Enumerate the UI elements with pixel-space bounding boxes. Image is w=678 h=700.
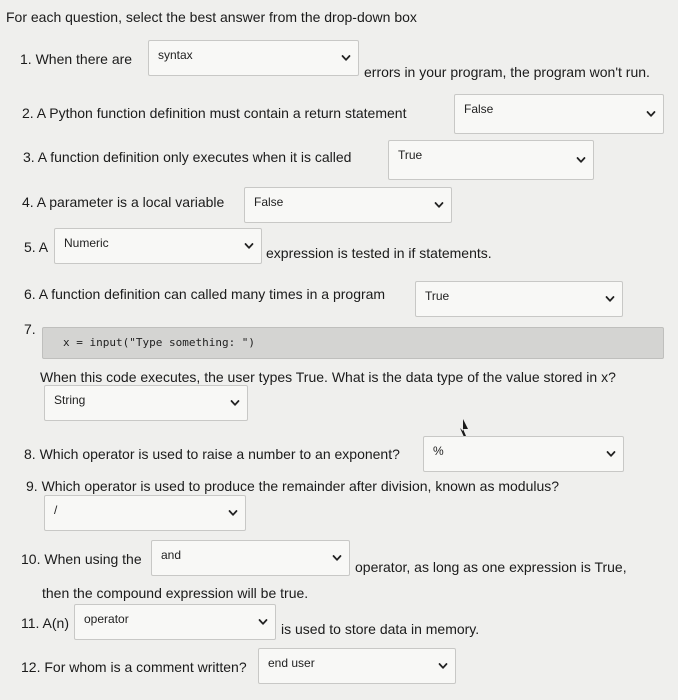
chevron-down-icon bbox=[646, 109, 656, 119]
q7-code-line: x = input("Type something: ") bbox=[63, 336, 256, 349]
q3-selected-value: True bbox=[398, 148, 423, 162]
q5-suffix: expression is tested in if statements. bbox=[266, 245, 492, 261]
q6-selected-value: True bbox=[425, 289, 450, 303]
q11-answer-select[interactable] bbox=[74, 604, 276, 640]
q10-line2: then the compound expression will be true. bbox=[42, 585, 309, 601]
q11-suffix: is used to store data in memory. bbox=[281, 621, 480, 637]
q4-selected-value: False bbox=[254, 195, 284, 209]
q3-answer-select[interactable] bbox=[388, 140, 594, 180]
chevron-down-icon bbox=[228, 508, 238, 518]
q2-text: 2. A Python function definition must contain a return statement bbox=[22, 105, 407, 121]
chevron-down-icon bbox=[230, 398, 240, 408]
q10-answer-select[interactable] bbox=[151, 540, 350, 576]
chevron-down-icon bbox=[258, 617, 268, 627]
q11-prefix: 11. A(n) bbox=[21, 615, 69, 631]
q7-selected-value: String bbox=[54, 393, 86, 407]
mouse-cursor-icon bbox=[458, 418, 472, 438]
q6-text: 6. A function definition can called many times in a program bbox=[24, 286, 386, 302]
chevron-down-icon bbox=[341, 53, 351, 63]
q8-text: 8. Which operator is used to raise a number to an exponent? bbox=[24, 446, 400, 462]
chevron-down-icon bbox=[606, 449, 616, 459]
q12-answer-select[interactable] bbox=[258, 648, 456, 684]
chevron-down-icon bbox=[332, 553, 342, 563]
q10-suffix: operator, as long as one expression is True, bbox=[355, 559, 627, 575]
q1-suffix: errors in your program, the program won't run. bbox=[364, 64, 650, 80]
q7-question: When this code executes, the user types True. What is the data type of the value stored in x? bbox=[40, 369, 616, 385]
q1-prefix: 1. When there are bbox=[20, 51, 133, 67]
q9-answer-select[interactable] bbox=[44, 495, 246, 531]
q4-answer-select[interactable] bbox=[244, 187, 452, 223]
q7-answer-select[interactable] bbox=[44, 385, 248, 421]
q12-text: 12. For whom is a comment written? bbox=[21, 659, 247, 675]
chevron-down-icon bbox=[438, 661, 448, 671]
q4-text: 4. A parameter is a local variable bbox=[22, 194, 225, 210]
q3-text: 3. A function definition only executes when it is called bbox=[23, 149, 352, 165]
q12-selected-value: end user bbox=[268, 656, 315, 670]
q9-text: 9. Which operator is used to produce the remainder after division, known as modulus? bbox=[26, 478, 560, 494]
chevron-down-icon bbox=[244, 241, 254, 251]
q10-selected-value: and bbox=[161, 548, 182, 562]
q10-prefix: 10. When using the bbox=[21, 551, 142, 567]
q5-prefix: 5. A bbox=[24, 239, 49, 255]
q2-selected-value: False bbox=[464, 102, 494, 116]
q7-number: 7. bbox=[24, 321, 36, 337]
q6-answer-select[interactable] bbox=[415, 281, 623, 317]
q1-answer-select[interactable] bbox=[148, 40, 359, 76]
q9-selected-value: / bbox=[54, 503, 58, 517]
q8-answer-select[interactable] bbox=[423, 436, 624, 472]
q5-selected-value: Numeric bbox=[64, 236, 109, 250]
q7-code-block bbox=[42, 327, 664, 359]
q5-answer-select[interactable] bbox=[54, 228, 262, 264]
q11-selected-value: operator bbox=[84, 612, 129, 626]
chevron-down-icon bbox=[605, 294, 615, 304]
q8-selected-value: % bbox=[433, 444, 444, 458]
q1-selected-value: syntax bbox=[158, 48, 193, 62]
chevron-down-icon bbox=[576, 155, 586, 165]
chevron-down-icon bbox=[434, 200, 444, 210]
instruction-text: For each question, select the best answer from the drop-down box bbox=[6, 9, 417, 25]
q2-answer-select[interactable] bbox=[454, 94, 664, 134]
